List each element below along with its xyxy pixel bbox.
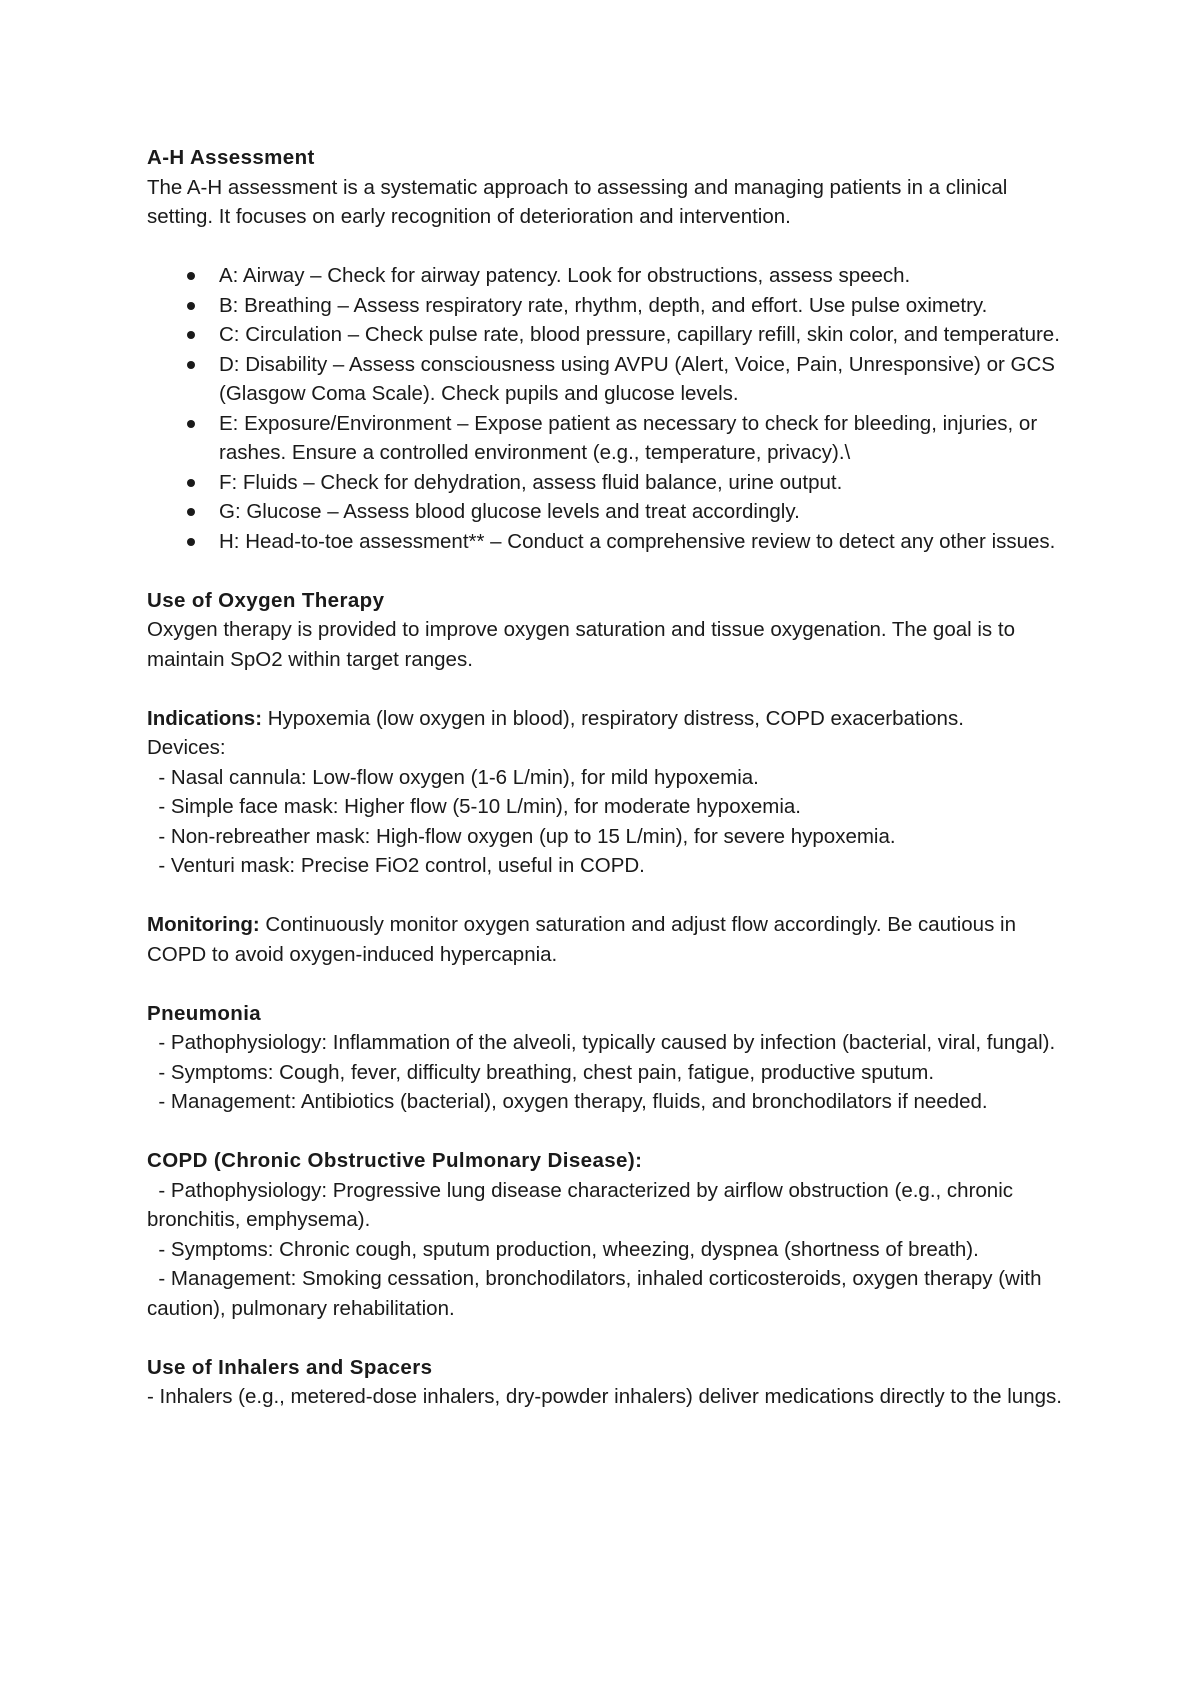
device-line: - Non-rebreather mask: High-flow oxygen (up to 15 L/min), for severe hypoxemia. <box>147 824 896 848</box>
bullet-icon <box>187 361 195 369</box>
document-page <box>147 143 1077 1412</box>
section-heading-pneumonia: Pneumonia <box>147 1001 262 1025</box>
list-item <box>147 409 1077 468</box>
bullet-icon <box>187 479 195 487</box>
copd-line: - Pathophysiology: Progressive lung disease characterized by airflow obstruction (e.g., chronic bronchitis, emphysema). <box>147 1178 1019 1231</box>
indications-label: Indications: <box>147 706 263 730</box>
copd-line: - Management: Smoking cessation, bronchodilators, inhaled corticosteroids, oxygen therapy (with caution), pulmonary rehabilitation. <box>147 1267 1048 1320</box>
indications-paragraph <box>147 704 1077 734</box>
pneumonia-line: - Management: Antibiotics (bacterial), oxygen therapy, fluids, and bronchodilators if needed. <box>147 1090 988 1113</box>
oxygen-intro-paragraph: Oxygen therapy is provided to improve oxygen saturation and tissue oxygenation. The goal is to maintain SpO2 within target ranges. <box>147 618 1015 671</box>
spacer <box>147 1323 1077 1353</box>
device-line: - Nasal cannula: Low-flow oxygen (1-6 L/min), for mild hypoxemia. <box>147 765 759 789</box>
list-item-text: F: Fluids – Check for dehydration, assess fluid balance, urine output. <box>219 470 843 494</box>
monitoring-text: Continuously monitor oxygen saturation and adjust flow accordingly. Be cautious in COPD to avoid oxygen-induced hypercapnia. <box>147 913 1016 966</box>
monitoring-label: Monitoring: <box>147 913 260 936</box>
section-heading-inhalers: Use of Inhalers and Spacers <box>147 1355 433 1379</box>
pneumonia-line: - Pathophysiology: Inflammation of the alveoli, typically caused by infection (bacterial, viral, fungal). <box>147 1031 1056 1054</box>
list-item-text: A: Airway – Check for airway patency. Look for obstructions, assess speech. <box>219 264 911 287</box>
section-heading-oxygen-therapy: Use of Oxygen Therapy <box>147 588 385 612</box>
copd-line: - Symptoms: Chronic cough, sputum production, wheezing, dyspnea (shortness of breath). <box>147 1237 979 1261</box>
list-item <box>147 497 1077 527</box>
list-item-text: H: Head-to-toe assessment** – Conduct a comprehensive review to detect any other issues. <box>219 529 1056 553</box>
device-line: - Venturi mask: Precise FiO2 control, useful in COPD. <box>147 854 645 877</box>
list-item <box>147 291 1077 321</box>
bullet-icon <box>187 272 195 280</box>
bullet-icon <box>187 538 195 546</box>
monitoring-paragraph <box>147 910 1077 969</box>
bullet-icon <box>187 302 195 310</box>
list-item <box>147 261 1077 291</box>
bullet-icon <box>187 508 195 516</box>
spacer <box>147 969 1077 999</box>
section-heading-copd: COPD (Chronic Obstructive Pulmonary Disease): <box>147 1149 643 1172</box>
list-item <box>147 350 1077 409</box>
spacer <box>147 674 1077 704</box>
list-item-text: D: Disability – Assess consciousness using AVPU (Alert, Voice, Pain, Unresponsive) or GCS (Glasgow Coma Scale). Check pupils and glucose levels. <box>219 352 1055 405</box>
spacer <box>147 881 1077 911</box>
bullet-icon <box>187 420 195 428</box>
spacer <box>147 1117 1077 1147</box>
spacer <box>147 232 1077 262</box>
list-item <box>147 320 1077 350</box>
list-item <box>147 468 1077 498</box>
list-item <box>147 527 1077 557</box>
inhalers-line: - Inhalers (e.g., metered-dose inhalers, dry-powder inhalers) deliver medications directly to the lungs. <box>147 1385 1062 1408</box>
list-item-text: E: Exposure/Environment – Expose patient as necessary to check for bleeding, injuries, or rashes. Ensure a controlled environment (e.g., temperature, privacy).\ <box>219 411 1038 464</box>
spacer <box>147 556 1077 586</box>
device-line: - Simple face mask: Higher flow (5-10 L/min), for moderate hypoxemia. <box>147 795 801 818</box>
devices-label: Devices: <box>147 736 226 759</box>
list-item-text: G: Glucose – Assess blood glucose levels and treat accordingly. <box>219 500 800 523</box>
indications-text: Hypoxemia (low oxygen in blood), respiratory distress, COPD exacerbations. <box>262 706 964 730</box>
list-item-text: B: Breathing – Assess respiratory rate, rhythm, depth, and effort. Use pulse oximetry. <box>219 293 988 317</box>
ah-bullet-list <box>147 261 1077 556</box>
pneumonia-line: - Symptoms: Cough, fever, difficulty breathing, chest pain, fatigue, productive sputum. <box>147 1060 935 1084</box>
ah-intro-paragraph: The A-H assessment is a systematic approach to assessing and managing patients in a clinical setting. It focuses on early recognition of deterioration and intervention. <box>147 175 1008 228</box>
list-item-text: C: Circulation – Check pulse rate, blood pressure, capillary refill, skin color, and temperature. <box>219 323 1060 346</box>
bullet-icon <box>187 331 195 339</box>
section-heading-ah-assessment: A-H Assessment <box>147 146 315 169</box>
